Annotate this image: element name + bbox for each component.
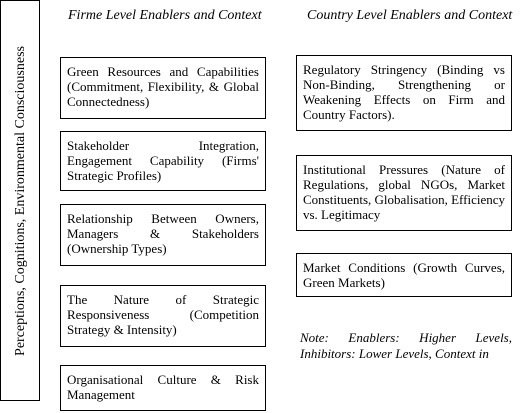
regulatory-stringency-box: Regulatory Stringency (Binding vs Non-Binding, Strengthening or Weakening Effects on Firm and Country Factors).	[296, 55, 512, 131]
green-resources-box: Green Resources and Capabilities (Commitment, Flexibility, & Global Connectedness)	[60, 57, 266, 119]
perceptions-side-box	[0, 0, 40, 401]
country-level-header: Country Level Enablers and Context	[307, 8, 513, 23]
firm-level-header: Firme Level Enablers and Context	[68, 8, 262, 23]
organisational-culture-box: Organisational Culture & Risk Management	[60, 365, 266, 411]
institutional-pressures-box: Institutional Pressures (Nature of Regulations, global NGOs, Market Constituents, Globalisation, Efficiency vs. Legitimacy	[296, 155, 512, 231]
enablers-note: Note: Enablers: Higher Levels, Inhibitors: Lower Levels, Context in	[300, 330, 512, 361]
ownership-relationship-box: Relationship Between Owners, Managers & Stakeholders (Ownership Types)	[60, 204, 266, 266]
market-conditions-box: Market Conditions (Growth Curves, Green Markets)	[296, 253, 512, 297]
perceptions-side-label: Perceptions, Cognitions, Environmental Consciousness	[13, 46, 28, 356]
stakeholder-integration-box: Stakeholder Integration, Engagement Capability (Firms' Strategic Profiles)	[60, 131, 266, 191]
strategic-responsiveness-box: The Nature of Strategic Responsiveness (Competition Strategy & Intensity)	[60, 285, 266, 347]
